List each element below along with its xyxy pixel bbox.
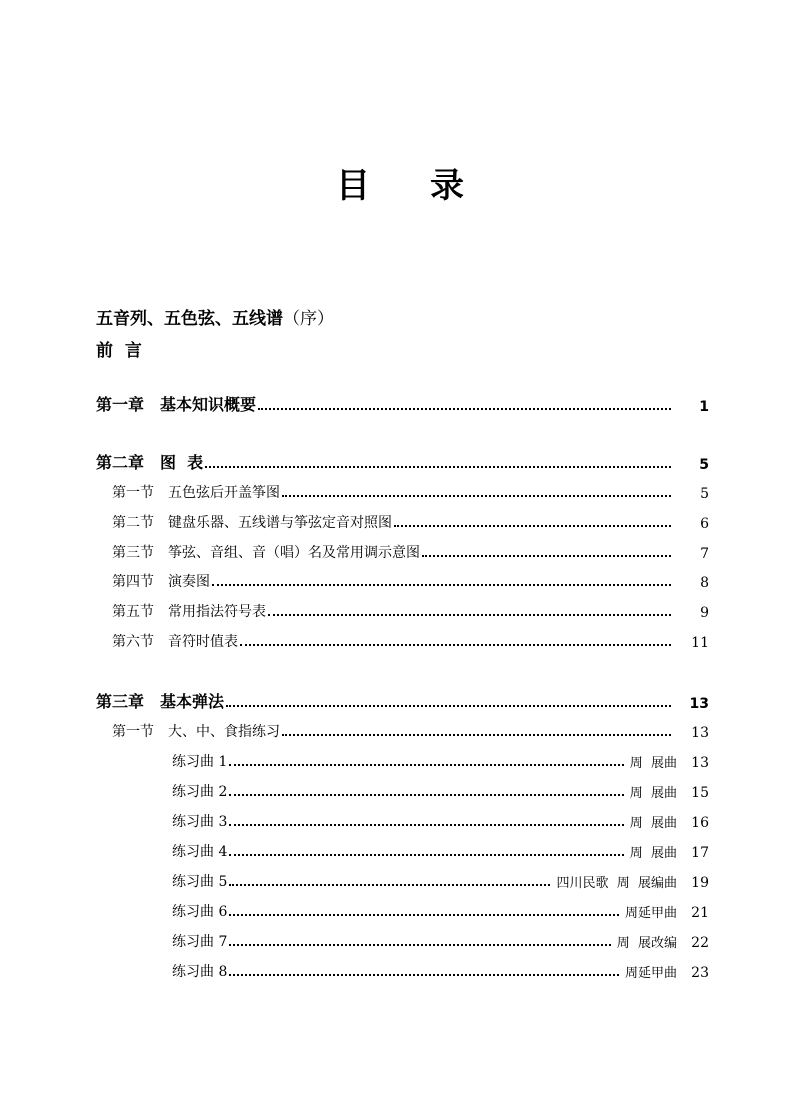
section-label: 第一节: [112, 724, 154, 740]
toc-chapter-2: [96, 453, 709, 473]
page-number: 21: [691, 905, 709, 921]
dot-leader: [258, 408, 671, 410]
piece-author: 周 展曲: [629, 786, 677, 801]
piece-title: 练习曲 2: [172, 784, 228, 800]
toc-chapter-1: [96, 395, 709, 415]
section-title: 筝弦、音组、音（唱）名及常用调示意图: [168, 545, 420, 561]
dot-leader: [229, 764, 623, 766]
section-label: 第五节: [112, 604, 154, 620]
dot-leader: [422, 555, 671, 557]
toc-section: [112, 631, 709, 651]
toc-piece: [172, 931, 709, 951]
dot-leader: [212, 584, 671, 586]
dot-leader: [229, 974, 619, 976]
foreword-entry: 前 言: [96, 341, 142, 361]
piece-author: 周延甲曲: [624, 906, 677, 921]
page-number: 23: [691, 965, 709, 981]
section-label: 第六节: [112, 634, 154, 650]
chapter-title: 图 表: [160, 453, 204, 472]
page-number: 8: [700, 575, 709, 591]
dot-leader: [229, 824, 623, 826]
chapter-title: 基本弹法: [160, 692, 225, 711]
dot-leader: [229, 944, 610, 946]
toc-piece: [172, 901, 709, 921]
toc-piece: [172, 781, 709, 801]
dot-leader: [394, 525, 671, 527]
section-title: 音符时值表: [168, 634, 238, 650]
preface-title: 五音列、五色弦、五线谱: [96, 309, 283, 329]
section-title: 演奏图: [168, 574, 210, 590]
piece-title: 练习曲 4: [172, 844, 228, 860]
title-char-2: 录: [430, 166, 464, 206]
piece-title: 练习曲 7: [172, 934, 228, 950]
dot-leader: [282, 495, 671, 497]
toc-piece: [172, 961, 709, 981]
toc-section: [112, 512, 709, 532]
page-number: 22: [691, 935, 709, 951]
section-label: 第四节: [112, 574, 154, 590]
toc-chapter-3: [96, 692, 709, 712]
dot-leader: [282, 734, 671, 736]
page-number: 5: [700, 486, 709, 502]
page-number: 6: [700, 516, 709, 532]
section-title: 常用指法符号表: [168, 604, 266, 620]
page-number: 1: [699, 399, 709, 415]
toc-piece: [172, 751, 709, 771]
title-char-1: 目: [336, 166, 370, 206]
section-title: 大、中、食指练习: [168, 724, 280, 740]
section-label: 第一节: [112, 485, 154, 501]
page-number: 5: [699, 457, 709, 473]
toc-piece: [172, 811, 709, 831]
toc-section: [112, 542, 709, 562]
dot-leader: [229, 914, 619, 916]
page-title: [0, 158, 800, 207]
dot-leader: [229, 884, 550, 886]
dot-leader: [229, 854, 623, 856]
chapter-label: 第一章: [96, 395, 145, 414]
dot-leader: [205, 466, 671, 468]
toc-piece: [172, 841, 709, 861]
page-number: 13: [689, 696, 709, 712]
page-number: 16: [691, 815, 709, 831]
page-number: 17: [691, 845, 709, 861]
preface-entry: [96, 304, 334, 329]
section-label: 第三节: [112, 545, 154, 561]
piece-title: 练习曲 1: [172, 754, 228, 770]
page-number: 11: [691, 635, 709, 651]
dot-leader: [229, 794, 623, 796]
page-number: 19: [691, 875, 709, 891]
section-title: 键盘乐器、五线谱与筝弦定音对照图: [168, 515, 392, 531]
page-number: 7: [700, 546, 709, 562]
preface-paren: （序）: [283, 309, 334, 329]
section-title: 五色弦后开盖筝图: [168, 485, 280, 501]
toc-piece: [172, 871, 709, 891]
piece-title: 练习曲 6: [172, 904, 228, 920]
piece-title: 练习曲 3: [172, 814, 228, 830]
piece-author: 周延甲曲: [624, 966, 677, 981]
toc-section: [112, 571, 709, 591]
piece-author: 周 展曲: [629, 756, 677, 771]
dot-leader: [268, 614, 671, 616]
piece-author: 周 展曲: [629, 816, 677, 831]
page-number: 13: [691, 725, 709, 741]
piece-author: 四川民歌 周 展编曲: [556, 876, 677, 891]
piece-author: 周 展改编: [616, 936, 677, 951]
page-number: 9: [700, 605, 709, 621]
chapter-label: 第二章: [96, 453, 145, 472]
page-number: 15: [691, 785, 709, 801]
section-label: 第二节: [112, 515, 154, 531]
piece-title: 练习曲 5: [172, 874, 228, 890]
dot-leader: [240, 644, 671, 646]
piece-author: 周 展曲: [629, 846, 677, 861]
toc-section: [112, 721, 709, 741]
toc-section: [112, 482, 709, 502]
dot-leader: [226, 705, 671, 707]
page-number: 13: [691, 755, 709, 771]
toc-section: [112, 601, 709, 621]
chapter-label: 第三章: [96, 692, 145, 711]
piece-title: 练习曲 8: [172, 964, 228, 980]
chapter-title: 基本知识概要: [160, 395, 257, 414]
